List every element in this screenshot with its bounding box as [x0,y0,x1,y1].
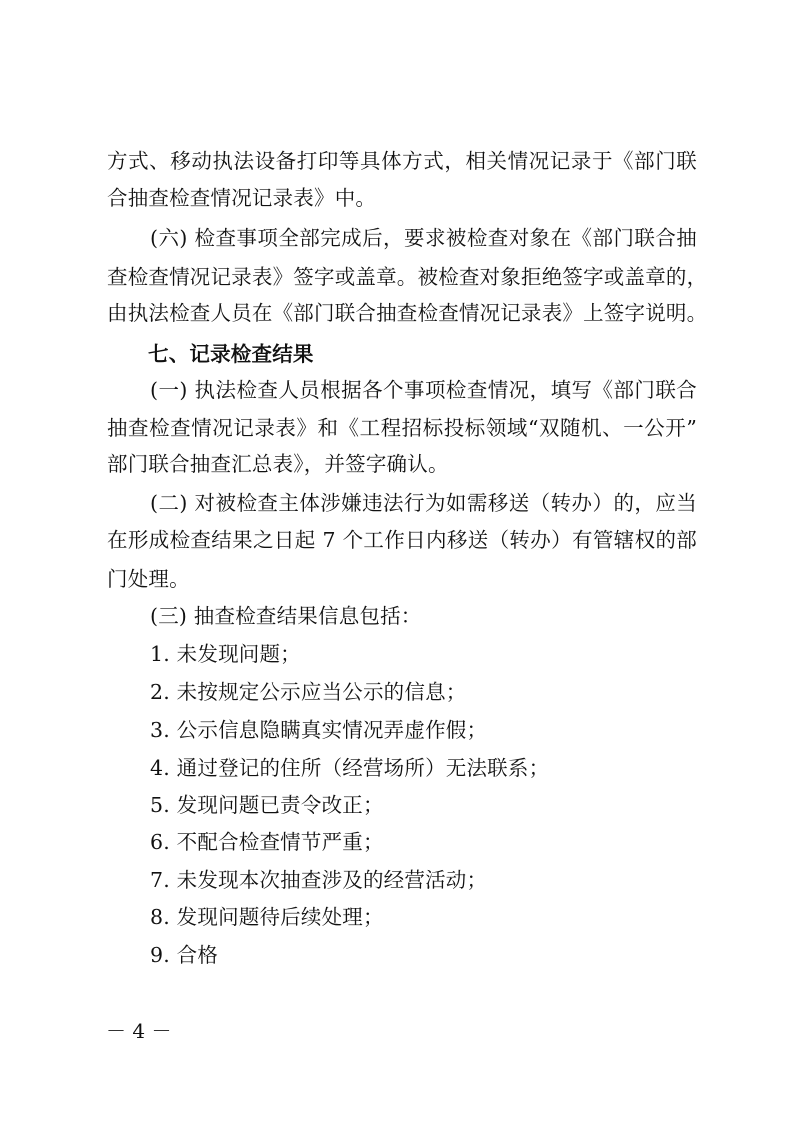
list-item-3: 3. 公示信息隐瞒真实情况弄虚作假； [150,718,488,742]
page-number: － 4 － [106,1019,172,1043]
list-item-2: 2. 未按规定公示应当公示的信息； [150,680,467,704]
list-item-8: 8. 发现问题待后续处理； [150,905,384,929]
paragraph-line-10: 在形成检查结果之日起 7 个工作日内移送（转办）有管辖权的部 [107,528,697,552]
paragraph-line-9: (二) 对被检查主体涉嫌违法行为如需移送（转办）的，应当 [150,491,697,515]
list-item-7: 7. 未发现本次抽查涉及的经营活动； [150,868,488,892]
paragraph-line-8: 部门联合抽查汇总表》，并签字确认。 [107,452,449,476]
paragraph-line-5: 由执法检查人员在《部门联合抽查检查情况记录表》上签字说明。 [107,301,708,325]
paragraph-line-4: 查检查情况记录表》签字或盖章。被检查对象拒绝签字或盖章的， [107,265,708,289]
paragraph-line-11: 门处理。 [107,567,190,591]
paragraph-line-6: (一) 执法检查人员根据各个事项检查情况，填写《部门联合 [150,378,697,402]
list-item-9: 9. 合格 [150,943,219,967]
list-item-5: 5. 发现问题已责令改正； [150,793,384,817]
list-intro: (三) 抽查检查结果信息包括： [150,604,422,628]
list-item-4: 4. 通过登记的住所（经营场所）无法联系； [150,756,550,780]
paragraph-line-1: 方式、移动执法设备打印等具体方式，相关情况记录于《部门联 [107,149,697,173]
list-item-6: 6. 不配合检查情节严重； [150,830,384,854]
paragraph-line-7: 抽查检查情况记录表》和《工程招标投标领域“双随机、一公开” [107,416,697,440]
paragraph-line-2: 合抽查检查情况记录表》中。 [107,186,377,210]
list-item-1: 1. 未发现问题； [150,642,301,666]
section-heading: 七、记录检查结果 [148,342,314,366]
paragraph-line-3: (六) 检查事项全部完成后，要求被检查对象在《部门联合抽 [150,226,697,250]
